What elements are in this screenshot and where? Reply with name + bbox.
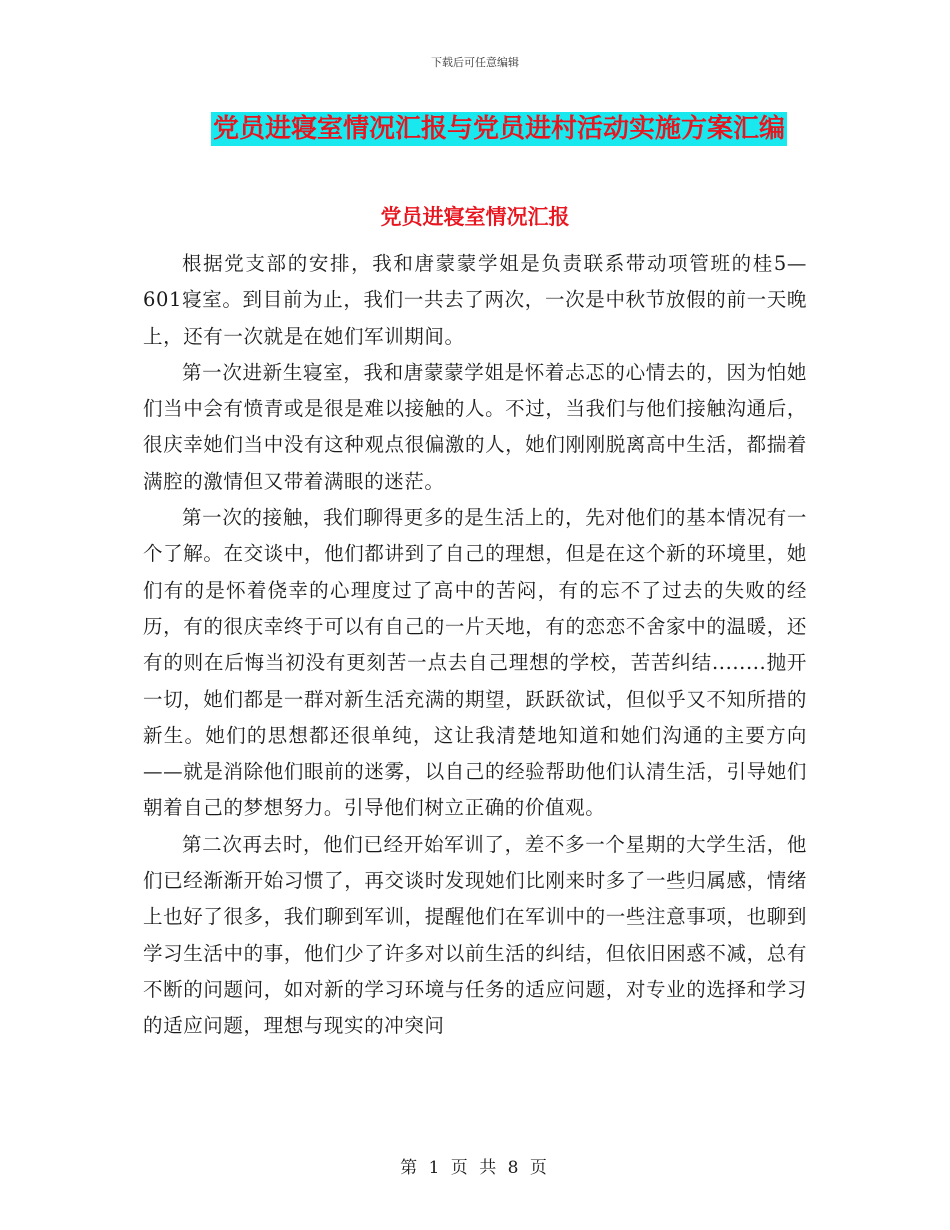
page-number-footer: 第 1 页 共 8 页 [400, 1158, 550, 1178]
paragraph: 第一次的接触，我们聊得更多的是生活上的，先对他们的基本情况有一个了解。在交谈中，他们都讲到了自己的理想，但是在这个新的环境里，她们有的是怀着侥幸的心理度过了高中的苦闷，有的忘不了过去的失败的经历，有的很庆幸终于可以有自己的一片天地，有的恋恋不舍家中的温暖，还有的则在后悔当初没有更刻苦一点去自己理想的学校，苦苦纠结........抛开一切，她们都是一群对新生活充满的期望，跃跃欲试，但似乎又不知所措的新生。她们的思想都还很单纯，这让我清楚地知道和她们沟通的主要方向——就是消除他们眼前的迷雾，以自己的经验帮助他们认清生活，引导她们朝着自己的梦想努力。引导他们树立正确的价值观。 [143, 506, 807, 820]
document-title: 党员进寝室情况汇报与党员进村活动实施方案汇编 [212, 114, 785, 144]
paragraph: 第一次进新生寝室，我和唐蒙蒙学姐是怀着忐忑的心情去的，因为怕她们当中会有愤青或是很是难以接触的人。不过，当我们与他们接触沟通后，很庆幸她们当中没有这种观点很偏激的人，她们刚刚脱离高中生活，都揣着满腔的激情但又带着满眼的迷茫。 [143, 360, 807, 493]
document-body [143, 246, 807, 1045]
document-title-container [0, 112, 950, 146]
page-header-note: 下载后可任意编辑 [431, 56, 519, 69]
paragraph: 根据党支部的安排，我和唐蒙蒙学姐是负责联系带动项管班的桂5—601寝室。到目前为止，我们一共去了两次，一次是中秋节放假的前一天晚上，还有一次就是在她们军训期间。 [143, 252, 807, 348]
section-title: 党员进寝室情况汇报 [380, 205, 570, 229]
paragraph: 第二次再去时，他们已经开始军训了，差不多一个星期的大学生活，他们已经渐渐开始习惯了，再交谈时发现她们比刚来时多了一些归属感，情绪上也好了很多，我们聊到军训，提醒他们在军训中的一些注意事项，也聊到学习生活中的事，他们少了许多对以前生活的纠结，但依旧困惑不减，总有不断的问题问，如对新的学习环境与任务的适应问题，对专业的选择和学习的适应问题，理想与现实的冲突问 [143, 832, 807, 1038]
